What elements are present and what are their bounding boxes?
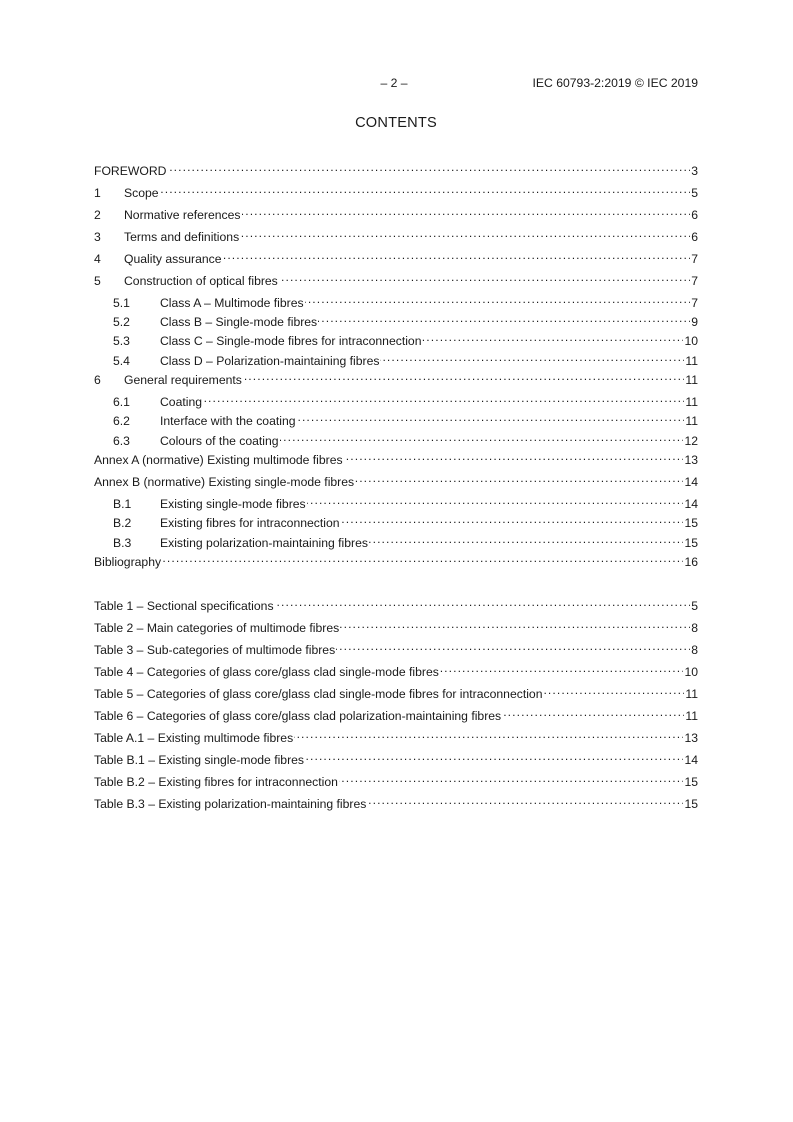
table-list-entry[interactable] xyxy=(94,616,698,635)
toc-entry[interactable] xyxy=(94,159,698,178)
toc-entry-title: Table 3 – Sub-categories of multimode fibres xyxy=(94,643,336,657)
toc-entry-number: B.3 xyxy=(113,536,132,550)
toc-entry-title: General requirements xyxy=(124,373,242,387)
toc-entry-number: 5 xyxy=(94,274,101,288)
toc-entry[interactable] xyxy=(94,247,698,266)
toc-entry[interactable] xyxy=(94,550,698,569)
toc-entry-page: 15 xyxy=(684,775,698,789)
toc-entry-page: 16 xyxy=(684,555,698,569)
toc-entry-page: 7 xyxy=(691,296,698,310)
dot-leader xyxy=(280,429,684,445)
toc-entry-title: Interface with the coating xyxy=(160,414,296,428)
toc-entry-title: Table 2 – Main categories of multimode fibres xyxy=(94,621,340,635)
dot-leader xyxy=(340,616,690,632)
toc-entry-title: Bibliography xyxy=(94,555,162,569)
dot-leader xyxy=(162,550,683,566)
toc-entry[interactable] xyxy=(113,291,698,310)
toc-entry-number: 5.4 xyxy=(113,354,130,368)
dot-leader xyxy=(160,181,691,197)
toc-entry-title: Annex A (normative) Existing multimode fibres xyxy=(94,453,343,467)
toc-entry-title: Construction of optical fibres xyxy=(124,274,278,288)
toc-entry-page: 13 xyxy=(684,453,698,467)
toc-entry-number: 6.3 xyxy=(113,434,130,448)
toc-entry-title: Table 4 – Categories of glass core/glass clad single-mode fibres xyxy=(94,665,439,679)
toc-entry-page: 3 xyxy=(691,164,698,178)
toc-entry-page: 11 xyxy=(685,354,698,368)
toc-entry-title: FOREWORD xyxy=(94,164,167,178)
toc-entry-page: 6 xyxy=(691,230,698,244)
dot-leader xyxy=(240,225,690,241)
dot-leader xyxy=(279,269,690,285)
toc-entry[interactable] xyxy=(94,448,698,467)
toc-entry[interactable] xyxy=(113,329,698,348)
toc-entry-number: 2 xyxy=(94,208,101,222)
toc-entry-title: Existing polarization-maintaining fibres xyxy=(160,536,368,550)
toc-entry[interactable] xyxy=(113,492,698,511)
toc-entry-title: Table B.2 – Existing fibres for intraconnection xyxy=(94,775,338,789)
table-list-entry[interactable] xyxy=(94,792,698,811)
toc-entry-page: 10 xyxy=(684,665,698,679)
toc-entry-page: 11 xyxy=(685,709,698,723)
table-list-entry[interactable] xyxy=(94,660,698,679)
toc-entry-page: 12 xyxy=(684,434,698,448)
dot-leader xyxy=(294,726,683,742)
toc-entry-number: B.2 xyxy=(113,516,132,530)
toc-entry-title: Table 5 – Categories of glass core/glass clad single-mode fibres for intraconnection xyxy=(94,687,543,701)
toc-entry[interactable] xyxy=(113,429,698,448)
toc-entry-page: 5 xyxy=(691,186,698,200)
toc-entry-title: Table B.1 – Existing single-mode fibres xyxy=(94,753,305,767)
toc-entry-title: Class D – Polarization-maintaining fibres xyxy=(160,354,380,368)
dot-leader xyxy=(242,203,691,219)
toc-entry[interactable] xyxy=(113,390,698,409)
document-reference: IEC 60793-2:2019 © IEC 2019 xyxy=(532,76,698,90)
toc-entry-title: Table 6 – Categories of glass core/glass clad polarization-maintaining fibres xyxy=(94,709,502,723)
toc-entry[interactable] xyxy=(94,470,698,489)
table-list-entry[interactable] xyxy=(94,682,698,701)
toc-entry-page: 7 xyxy=(691,274,698,288)
toc-entry-title: Existing single-mode fibres xyxy=(160,497,306,511)
page-number: – 2 – xyxy=(380,76,408,90)
toc-entry-page: 8 xyxy=(691,643,698,657)
toc-entry-page: 14 xyxy=(684,753,698,767)
dot-leader xyxy=(336,638,690,654)
dot-leader xyxy=(355,470,683,486)
toc-entry-title: Coating xyxy=(160,395,203,409)
dot-leader xyxy=(307,492,684,508)
toc-entry-page: 15 xyxy=(684,536,698,550)
toc-entry-page: 11 xyxy=(685,373,698,387)
toc-entry-number: 1 xyxy=(94,186,101,200)
toc-entry-title: Table 1 – Sectional specifications xyxy=(94,599,274,613)
toc-entry-page: 8 xyxy=(691,621,698,635)
toc-entry-number: 6.1 xyxy=(113,395,130,409)
toc-entry[interactable] xyxy=(94,181,698,200)
toc-entry-number: 6 xyxy=(94,373,101,387)
toc-entry-number: 6.2 xyxy=(113,414,130,428)
toc-entry-title: Table A.1 – Existing multimode fibres xyxy=(94,731,294,745)
toc-entry-page: 11 xyxy=(685,395,698,409)
toc-entry[interactable] xyxy=(113,511,698,530)
toc-entry[interactable] xyxy=(94,203,698,222)
dot-leader xyxy=(167,159,690,175)
toc-entry-page: 15 xyxy=(684,797,698,811)
table-list-entry[interactable] xyxy=(94,726,698,745)
table-list-entry[interactable] xyxy=(94,638,698,657)
toc-entry-title: Class C – Single-mode fibres for intraconnection xyxy=(160,334,422,348)
toc-entry-page: 14 xyxy=(684,475,698,489)
toc-entry-page: 15 xyxy=(684,516,698,530)
toc-entry-page: 9 xyxy=(691,315,698,329)
toc-entry[interactable] xyxy=(113,310,698,329)
toc-entry-page: 10 xyxy=(684,334,698,348)
toc-entry-page: 6 xyxy=(691,208,698,222)
toc-entry-title: Class B – Single-mode fibres xyxy=(160,315,318,329)
toc-entry-title: Quality assurance xyxy=(124,252,222,266)
toc-entry-title: Terms and definitions xyxy=(124,230,240,244)
dot-leader xyxy=(422,329,683,345)
toc-entry[interactable] xyxy=(94,269,698,288)
toc-entry-page: 7 xyxy=(691,252,698,266)
dot-leader xyxy=(344,448,684,464)
table-list-entry[interactable] xyxy=(94,594,698,613)
dot-leader xyxy=(305,291,691,307)
toc-entry-page: 11 xyxy=(685,414,698,428)
dot-leader xyxy=(318,310,690,326)
toc-entry[interactable] xyxy=(94,368,698,387)
dot-leader xyxy=(297,409,685,425)
toc-entry[interactable] xyxy=(113,349,698,368)
toc-entry-number: 4 xyxy=(94,252,101,266)
toc-entry-number: B.1 xyxy=(113,497,132,511)
toc-entry-page: 5 xyxy=(691,599,698,613)
dot-leader xyxy=(502,704,684,720)
toc-entry-page: 14 xyxy=(684,497,698,511)
toc-entry-page: 13 xyxy=(684,731,698,745)
toc-entry-page: 11 xyxy=(685,687,698,701)
toc-entry[interactable] xyxy=(94,225,698,244)
toc-entry-number: 5.2 xyxy=(113,315,130,329)
dot-leader xyxy=(275,594,691,610)
page-header xyxy=(94,76,698,92)
dot-leader xyxy=(341,511,684,527)
toc-entry-title: Existing fibres for intraconnection xyxy=(160,516,340,530)
dot-leader xyxy=(367,792,683,808)
dot-leader xyxy=(305,748,683,764)
toc-entry-number: 5.3 xyxy=(113,334,130,348)
toc-entry-title: Annex B (normative) Existing single-mode fibres xyxy=(94,475,355,489)
toc-entry-title: Normative references xyxy=(124,208,241,222)
dot-leader xyxy=(223,247,691,263)
toc-entry[interactable] xyxy=(113,531,698,550)
table-list-entry[interactable] xyxy=(94,704,698,723)
dot-leader xyxy=(543,682,684,698)
dot-leader xyxy=(380,349,684,365)
toc-entry-title: Scope xyxy=(124,186,159,200)
dot-leader xyxy=(243,368,684,384)
dot-leader xyxy=(203,390,684,406)
contents-heading: CONTENTS xyxy=(355,115,437,131)
table-list-entry[interactable] xyxy=(94,748,698,767)
toc-entry-title: Colours of the coating xyxy=(160,434,279,448)
toc-entry-number: 3 xyxy=(94,230,101,244)
toc-entry-number: 5.1 xyxy=(113,296,130,310)
dot-leader xyxy=(440,660,684,676)
toc-entry-title: Table B.3 – Existing polarization-maintaining fibres xyxy=(94,797,367,811)
table-list-entry[interactable] xyxy=(94,770,698,789)
dot-leader xyxy=(369,531,683,547)
dot-leader xyxy=(339,770,684,786)
toc-entry-title: Class A – Multimode fibres xyxy=(160,296,304,310)
toc-entry[interactable] xyxy=(113,409,698,428)
